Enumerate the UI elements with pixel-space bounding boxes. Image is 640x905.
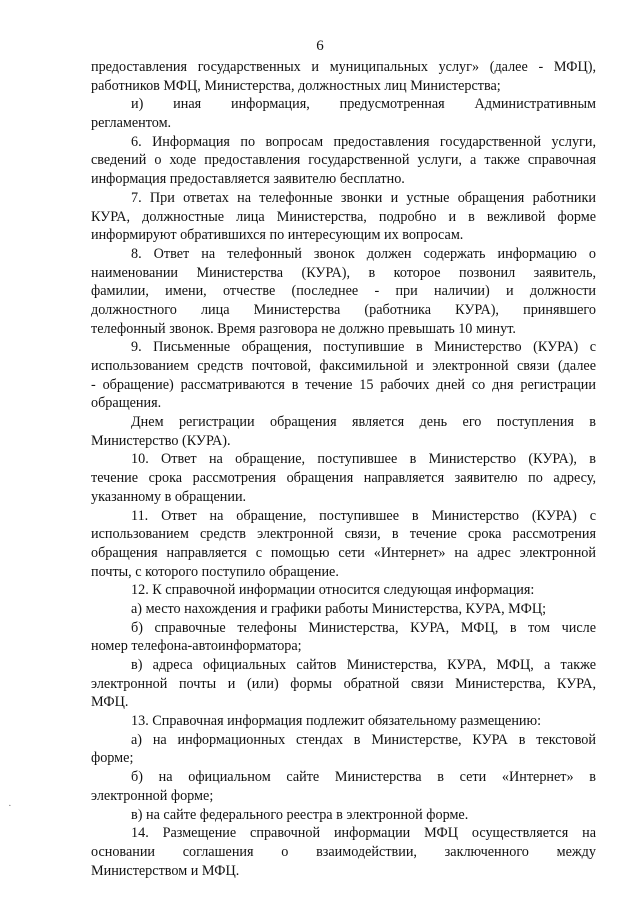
text-line: Министерство (КУРА). <box>91 432 231 449</box>
text-line: основании соглашения о взаимодействии, заключенного между <box>91 843 596 860</box>
text-line: 13. Справочная информация подлежит обязательному размещению: <box>131 713 542 730</box>
text-line: использованием средств почтовой, факсимильной и электронной связи (далее <box>91 358 596 374</box>
text-line: в) на сайте федерального реестра в электронной форме. <box>131 806 469 823</box>
text-line: а) место нахождения и графики работы Министерства, КУРА, МФЦ; <box>131 600 547 617</box>
text-line: обращения направляется с помощью сети «Интернет» на адрес электронной <box>91 544 596 561</box>
text-line: 9. Письменные обращения, поступившие в Министерство (КУРА) с <box>131 339 596 356</box>
text-line: 10. Ответ на обращение, поступившее в Министерство (КУРА), в <box>131 451 596 468</box>
text-line: работников МФЦ, Министерства, должностных лиц Министерства; <box>91 77 501 94</box>
text-line: в) адреса официальных сайтов Министерства, КУРА, МФЦ, а также <box>131 657 596 673</box>
text-line: номер телефона-автоинформатора; <box>91 638 302 655</box>
text-line: сведений о ходе предоставления государственной услуги, а также справочная <box>91 152 596 169</box>
text-line: 11. Ответ на обращение, поступившее в Министерство (КУРА) с <box>131 507 596 524</box>
text-line: 7. При ответах на телефонные звонки и устные обращения работники <box>131 189 596 206</box>
text-line: телефонный звонок. Время разговора не должно превышать 10 минут. <box>91 320 516 337</box>
scan-mark: · <box>8 800 12 812</box>
text-line: 6. Информация по вопросам предоставления государственной услуги, <box>131 133 596 150</box>
text-line: информация предоставляется заявителю бесплатно. <box>91 171 405 188</box>
text-line: использованием средств электронной связи, в течение срока рассмотрения <box>91 526 596 543</box>
text-line: - обращение) рассматриваются в течение 15 рабочих дней со дня регистрации <box>91 376 596 393</box>
text-line: б) на официальном сайте Министерства в сети «Интернет» в <box>131 769 596 786</box>
text-line: регламентом. <box>91 115 172 132</box>
page-number: 6 <box>316 38 324 54</box>
text-line: 14. Размещение справочной информации МФЦ осуществляется на <box>131 825 596 842</box>
text-line: электронной почты и (или) формы обратной связи Министерства, КУРА, <box>91 675 596 692</box>
text-line: указанному в обращении. <box>91 488 247 505</box>
text-line: МФЦ. <box>91 694 129 711</box>
text-line: почты, с которого поступило обращение. <box>91 563 339 580</box>
text-line: КУРА, должностные лица Министерства, подробно и в вежливой форме <box>91 208 596 225</box>
text-line: Министерством и МФЦ. <box>91 862 240 879</box>
text-line: предоставления государственных и муниципальных услуг» (далее - МФЦ), <box>91 59 596 75</box>
text-line: а) на информационных стендах в Министерстве, КУРА в текстовой <box>131 731 596 748</box>
text-line: фамилии, имени, отчестве (последнее - при наличии) и должности <box>91 283 596 300</box>
text-line: Днем регистрации обращения является день его поступления в <box>131 414 596 431</box>
text-line: и) иная информация, предусмотренная Административным <box>131 96 596 113</box>
text-line: электронной форме; <box>91 787 214 804</box>
text-line: информируют обратившихся по интересующим их вопросам. <box>91 227 464 244</box>
text-line: 12. К справочной информации относится следующая информация: <box>131 582 535 599</box>
text-line: форме; <box>91 750 134 767</box>
text-line: течение срока рассмотрения обращения направляется заявителю по адресу, <box>91 470 596 487</box>
text-line: должностного лица Министерства (работника КУРА), принявшего <box>91 301 596 318</box>
text-line: наименовании Министерства (КУРА), в которое позвонил заявитель, <box>91 264 596 281</box>
document-body <box>91 58 596 880</box>
text-line: 8. Ответ на телефонный звонок должен содержать информацию о <box>131 245 596 262</box>
text-line: б) справочные телефоны Министерства, КУРА, МФЦ, в том числе <box>131 619 596 636</box>
text-line: обращения. <box>91 395 162 412</box>
